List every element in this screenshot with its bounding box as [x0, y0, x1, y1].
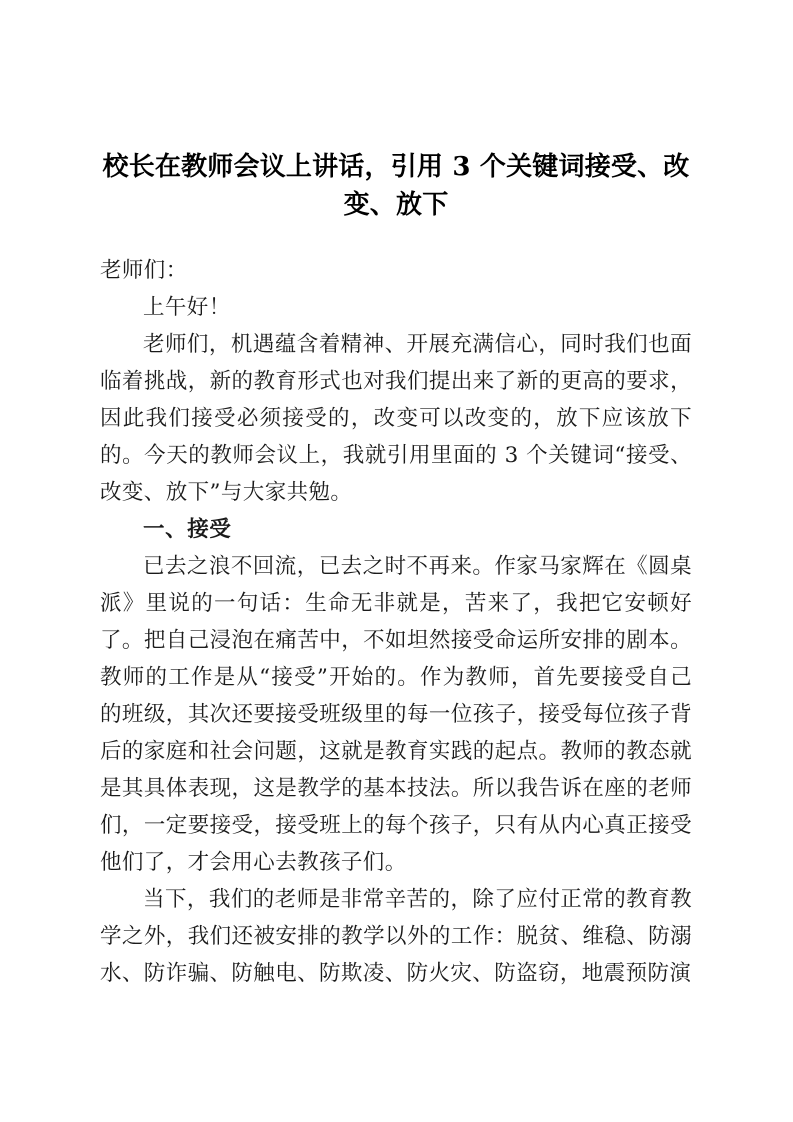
document-content [100, 0, 692, 992]
section-heading-accept: 一、接受 [143, 517, 232, 542]
greeting: 上午好！ [143, 295, 231, 320]
section-accept-paragraph-1: 已去之浪不回流，已去之时不再来。作家马家辉在《圆桌派》里说的一句话：生命无非就是，苦来了，我把它安顿好了。把自己浸泡在痛苦中，不如坦然接受命运所安排的剧本。教师的工作是从“接受”开始的。作为教师，首先要接受自己的班级，其次还要接受班级里的每一位孩子，接受每位孩子背后的家庭和社会问题，这就是教育实践的起点。教师的教态就是其具体表现，这是教学的基本技法。所以我告诉在座的老师们，一定要接受，接受班上的每个孩子，只有从内心真正接受他们了，才会用心去教孩子们。 [100, 554, 692, 875]
page-title [100, 148, 692, 224]
section-accept-paragraph-2: 当下，我们的老师是非常辛苦的，除了应付正常的教育教学之外，我们还被安排的教学以外的工作：脱贫、维稳、防溺水、防诈骗、防触电、防欺凌、防火灾、防盗窃，地震预防演 [100, 887, 692, 986]
page-title-line-1: 校长在教师会议上讲话，引用 3 个关键词接受、改 [102, 152, 690, 182]
page-title-line-2: 变、放下 [343, 190, 449, 220]
salutation: 老师们： [100, 258, 188, 283]
title-body-gap [100, 224, 692, 252]
top-margin-spacer [100, 0, 692, 148]
intro-paragraph: 老师们，机遇蕴含着精神、开展充满信心，同时我们也面临着挑战，新的教育形式也对我们提出来了新的更高的要求，因此我们接受必须接受的，改变可以改变的，放下应该放下的。今天的教师会议上，我就引用里面的 3 个关键词“接受、改变、放下”与大家共勉。 [100, 332, 692, 505]
